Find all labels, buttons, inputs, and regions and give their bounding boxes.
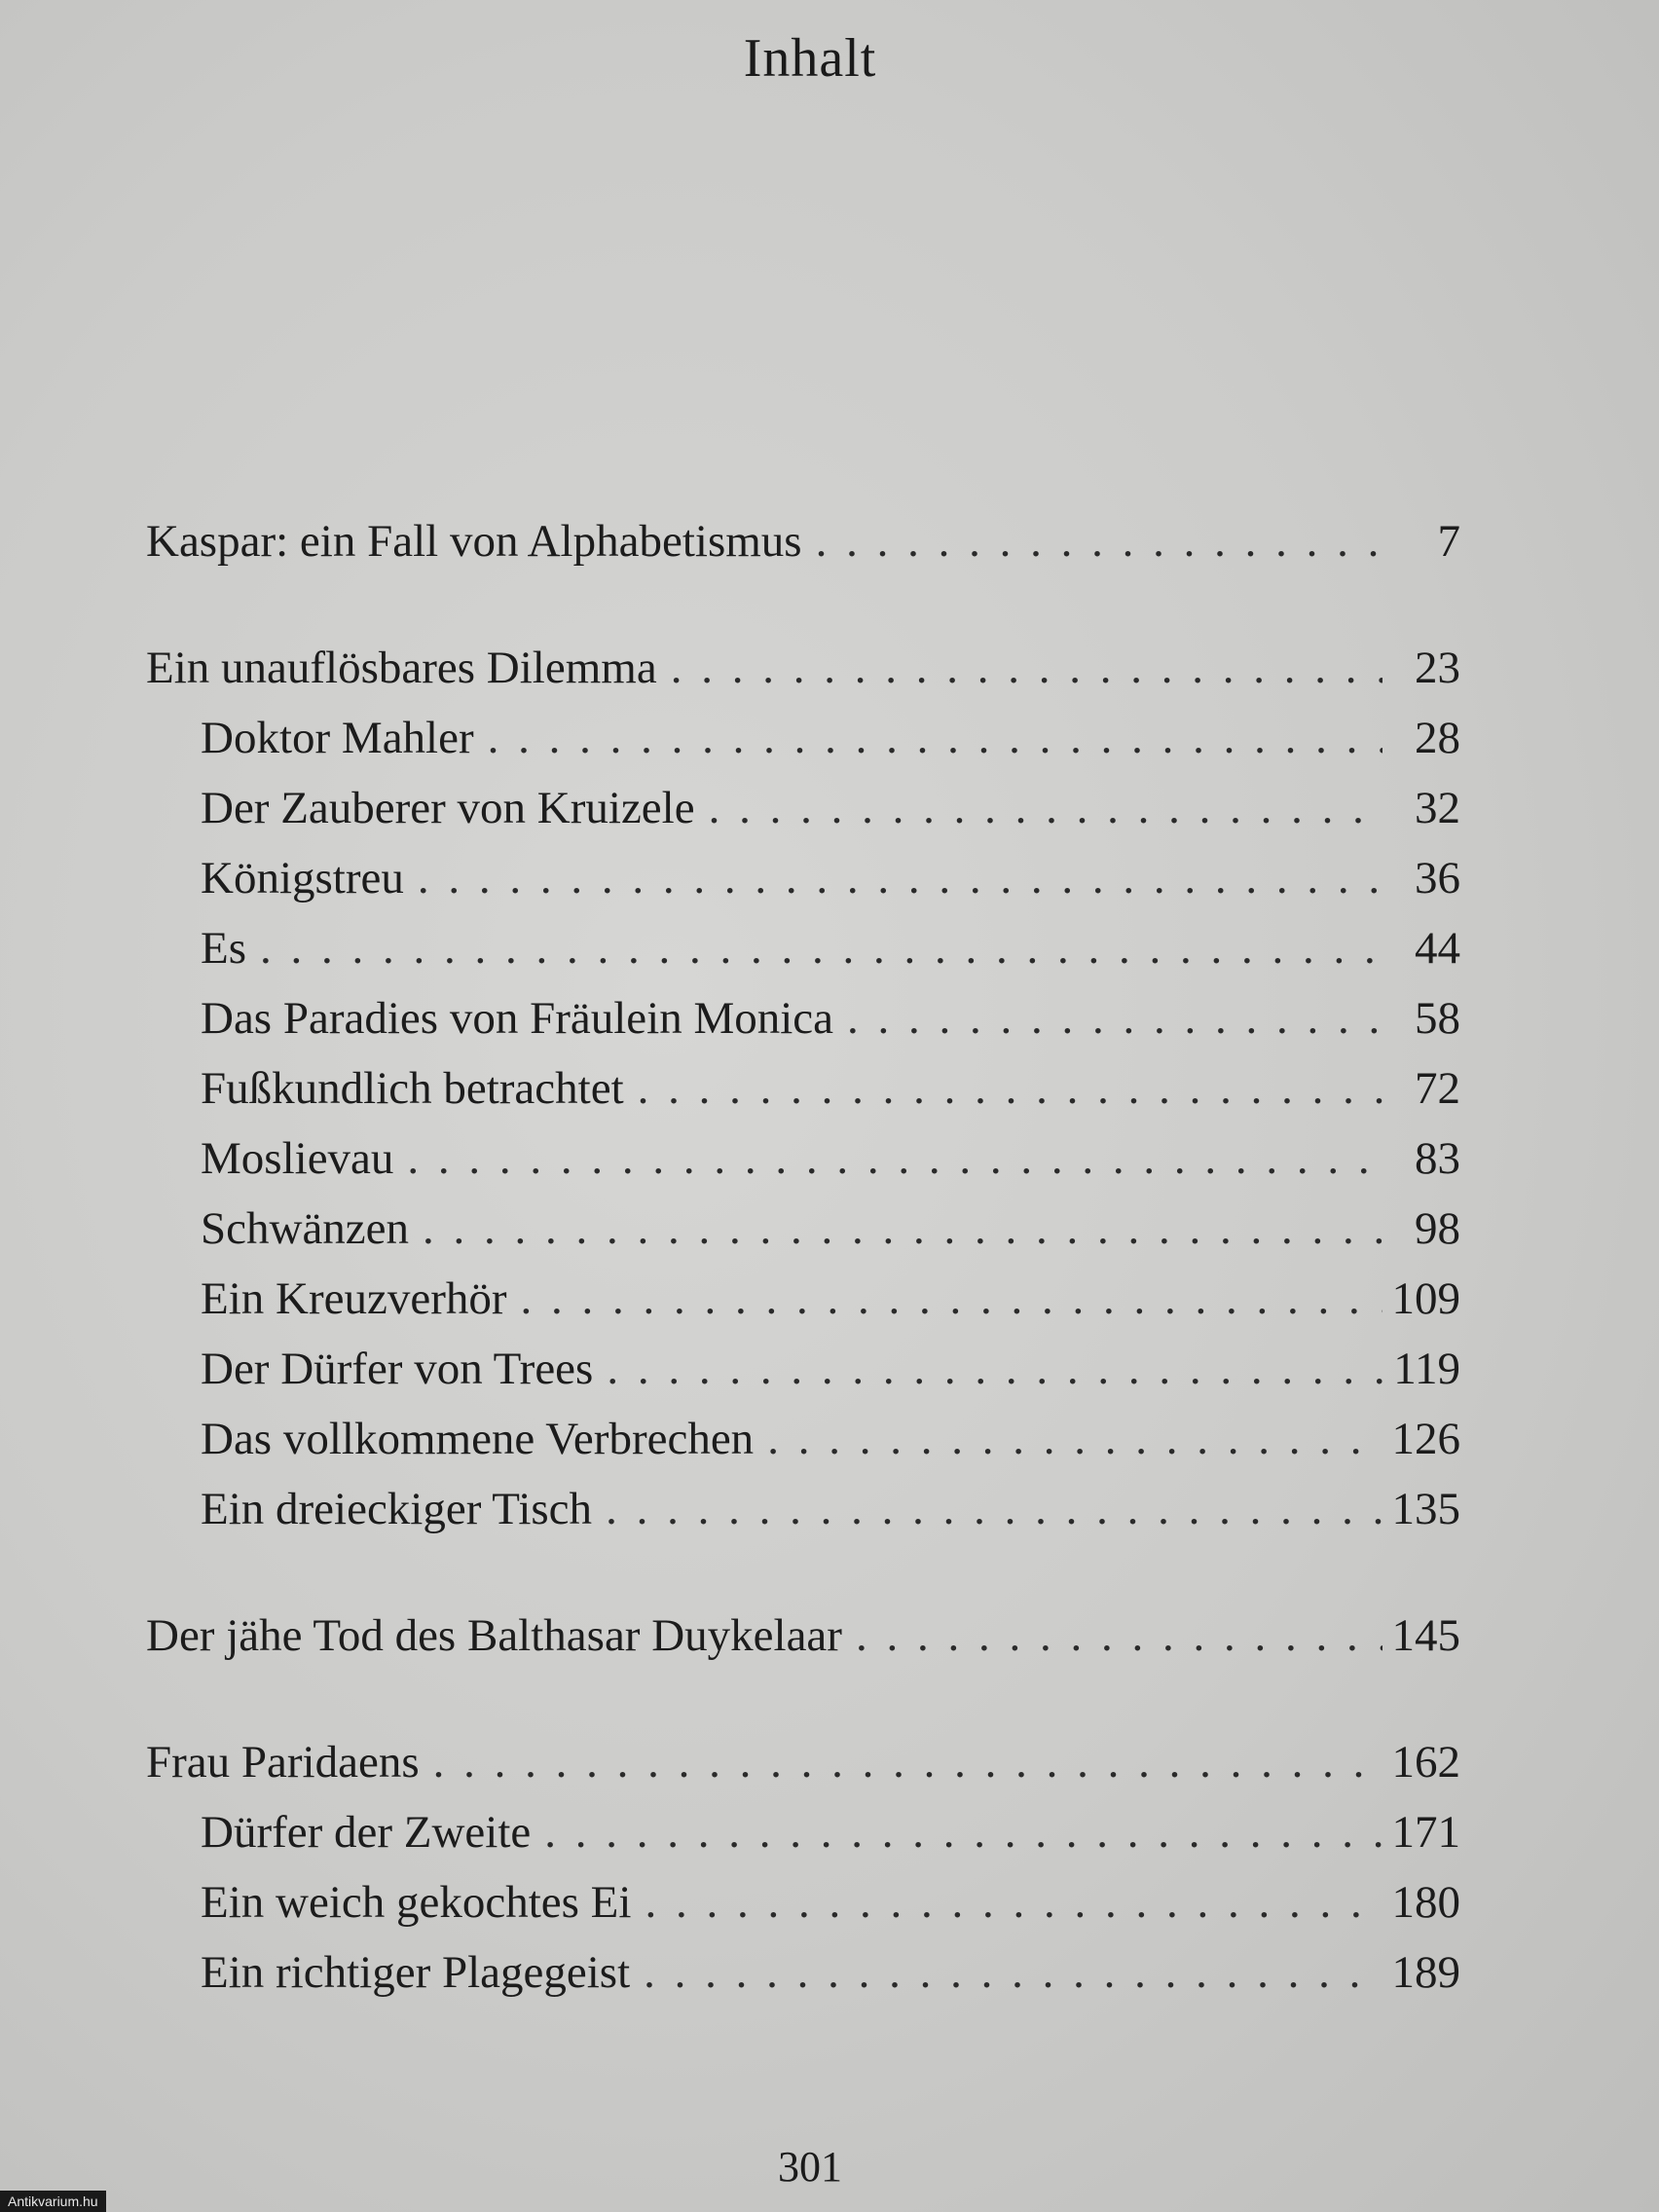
dot-leader <box>260 913 1382 983</box>
toc-entry-page: 98 <box>1415 1203 1460 1254</box>
dot-leader <box>709 773 1382 843</box>
toc-group <box>146 506 1460 576</box>
toc-subentry <box>146 1797 1460 1867</box>
dot-leader <box>816 506 1382 576</box>
toc-entry-page: 145 <box>1391 1610 1460 1661</box>
toc-entry-page: 23 <box>1415 643 1460 693</box>
dot-leader <box>433 1727 1382 1797</box>
toc-entry-page: 109 <box>1391 1273 1460 1324</box>
dot-leader <box>638 1053 1382 1124</box>
toc-entry-title: Ein weich gekochtes Ei <box>201 1877 632 1928</box>
toc-entry-page: 83 <box>1415 1133 1460 1184</box>
toc-group <box>146 633 1460 1544</box>
toc-subentry <box>146 1194 1460 1264</box>
toc-entry-title: Ein Kreuzverhör <box>201 1273 507 1324</box>
toc-entry-page: 119 <box>1393 1344 1460 1394</box>
toc-entry-title: Ein richtiger Plagegeist <box>201 1947 631 1998</box>
toc-entry-page: 72 <box>1415 1063 1460 1114</box>
toc-entry <box>146 1601 1460 1671</box>
toc-entry-title: Dürfer der Zweite <box>201 1807 532 1858</box>
toc-entry-title: Der Zauberer von Kruizele <box>201 783 695 833</box>
toc-subentry <box>146 1474 1460 1544</box>
toc-entry-title: Ein unauflösbares Dilemma <box>146 643 657 693</box>
table-of-contents <box>146 506 1460 2064</box>
toc-entry-title: Schwänzen <box>201 1203 410 1254</box>
toc-subentry <box>146 1867 1460 1937</box>
toc-entry-page: 32 <box>1415 783 1460 833</box>
toc-subentry <box>146 1124 1460 1194</box>
toc-entry-page: 7 <box>1437 516 1460 567</box>
watermark-label: Antikvarium.hu <box>0 2191 106 2212</box>
dot-leader <box>644 1937 1382 2008</box>
dot-leader <box>418 843 1382 913</box>
dot-leader <box>606 1474 1382 1544</box>
toc-entry-title: Doktor Mahler <box>201 713 474 763</box>
toc-entry-title: Es <box>201 923 246 974</box>
dot-leader <box>847 983 1382 1053</box>
toc-entry-title: Der jähe Tod des Balthasar Duykelaar <box>146 1610 842 1661</box>
dot-leader <box>544 1797 1382 1867</box>
toc-subentry <box>146 843 1460 913</box>
toc-entry-title: Moslievau <box>201 1133 394 1184</box>
toc-entry-title: Königstreu <box>201 853 404 903</box>
page-title: Inhalt <box>743 28 877 89</box>
toc-entry-page: 171 <box>1391 1807 1460 1858</box>
toc-subentry <box>146 983 1460 1053</box>
toc-subentry <box>146 1053 1460 1124</box>
toc-entry <box>146 1727 1460 1797</box>
toc-entry <box>146 506 1460 576</box>
toc-entry <box>146 633 1460 703</box>
toc-subentry <box>146 1264 1460 1334</box>
toc-subentry <box>146 703 1460 773</box>
toc-entry-page: 189 <box>1391 1947 1460 1998</box>
toc-group <box>146 1727 1460 2008</box>
page-number: 301 <box>778 2143 842 2191</box>
toc-entry-title: Der Dürfer von Trees <box>201 1344 594 1394</box>
toc-subentry <box>146 913 1460 983</box>
dot-leader <box>645 1867 1382 1937</box>
toc-subentry <box>146 1404 1460 1474</box>
toc-entry-title: Das Paradies von Fräulein Monica <box>201 993 834 1044</box>
dot-leader <box>521 1264 1382 1334</box>
toc-entry-title: Fußkundlich betrachtet <box>201 1063 624 1114</box>
dot-leader <box>488 703 1382 773</box>
toc-entry-title: Das vollkommene Verbrechen <box>201 1414 755 1464</box>
dot-leader <box>423 1194 1382 1264</box>
toc-entry-page: 135 <box>1391 1484 1460 1534</box>
toc-group <box>146 1601 1460 1671</box>
toc-subentry <box>146 1334 1460 1404</box>
dot-leader <box>767 1404 1382 1474</box>
toc-entry-page: 126 <box>1391 1414 1460 1464</box>
dot-leader <box>671 633 1382 703</box>
dot-leader <box>407 1124 1382 1194</box>
toc-entry-title: Frau Paridaens <box>146 1737 420 1788</box>
toc-subentry <box>146 1937 1460 2008</box>
toc-entry-title: Kaspar: ein Fall von Alphabetismus <box>146 516 802 567</box>
toc-entry-page: 162 <box>1391 1737 1460 1788</box>
toc-entry-page: 44 <box>1415 923 1460 974</box>
toc-entry-page: 180 <box>1391 1877 1460 1928</box>
toc-entry-page: 58 <box>1415 993 1460 1044</box>
dot-leader <box>607 1334 1382 1404</box>
dot-leader <box>856 1601 1382 1671</box>
toc-entry-page: 28 <box>1415 713 1460 763</box>
toc-entry-title: Ein dreieckiger Tisch <box>201 1484 593 1534</box>
toc-subentry <box>146 773 1460 843</box>
toc-entry-page: 36 <box>1415 853 1460 903</box>
